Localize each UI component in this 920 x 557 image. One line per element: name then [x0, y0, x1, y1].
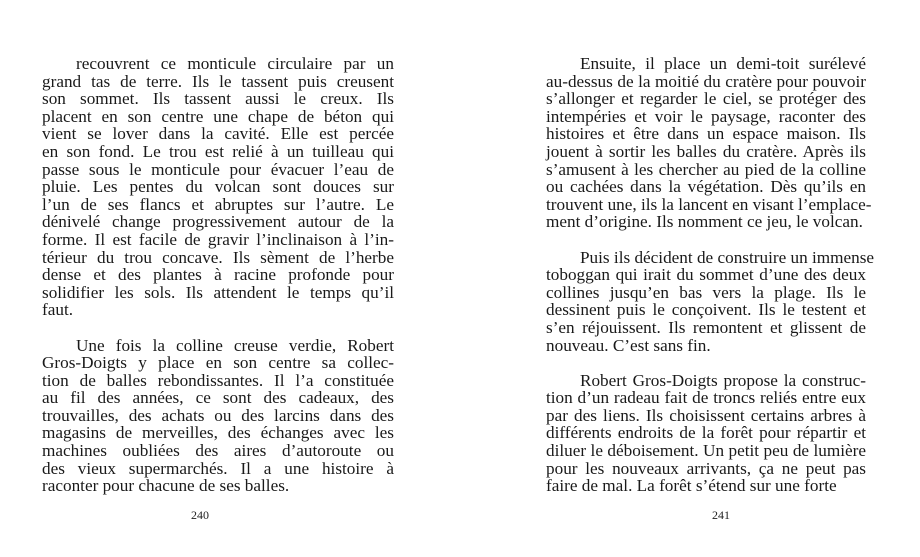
text-line: grand tas de terre. Ils le tassent puis creusent	[42, 71, 394, 91]
text-line: magasins de merveilles, des échanges avec les	[42, 423, 394, 443]
text-line: placent en son centre une chape de béton qui	[42, 106, 394, 126]
text-line: dénivelé change progressivement autour de la	[42, 212, 394, 232]
text-line: s’allonger et regarder le ciel, se protéger des	[546, 89, 866, 109]
text-line: trouvent une, ils la lancent en visant l’emplace-	[546, 194, 872, 214]
text-line: diluer le déboisement. Un petit peu de lumière	[546, 441, 866, 461]
text-line: s’en réjouissent. Ils remontent et glissent de	[546, 317, 866, 337]
text-line: toboggan qui irait du sommet d’une des deux	[546, 265, 866, 285]
paragraph	[546, 54, 872, 232]
text-line: pluie. Les pentes du volcan sont douces sur	[42, 177, 394, 197]
text-line: Une fois la colline creuse verdie, Robert	[76, 335, 394, 355]
text-line: l’un de ses flancs et abruptes sur l’autre. Le	[42, 194, 394, 214]
text-column	[42, 55, 394, 512]
text-line: histoires et être dans un espace maison. Ils	[546, 124, 866, 144]
text-line: térieur du trou concave. Ils sèment de l’herbe	[42, 247, 394, 267]
paragraph	[546, 372, 866, 495]
text-line: dense et des plantes à racine profonde pour	[42, 265, 394, 285]
paragraph	[42, 337, 394, 495]
page-number: 241	[712, 508, 730, 522]
text-line: Ensuite, il place un demi-toit surélevé	[580, 54, 866, 73]
text-line: machines oubliées des aires d’autoroute ou	[42, 441, 394, 461]
text-line: Puis ils décident de construire un immense	[580, 247, 875, 267]
text-line: nouveau. C’est sans fin.	[546, 335, 711, 355]
page-number: 240	[191, 508, 209, 522]
text-line: ou cachées dans la végétation. Dès qu’ils en	[546, 177, 866, 197]
text-line: pour les nouveaux arrivants, ça ne peut pas	[546, 458, 866, 478]
text-line: forme. Il est facile de gravir l’inclinaison à l’in-	[42, 229, 394, 249]
text-line: au fil des années, ce sont des cadeaux, des	[42, 388, 394, 408]
text-line: recouvrent ce monticule circulaire par un	[76, 54, 394, 73]
text-line: faire de mal. La forêt s’étend sur une forte	[546, 476, 837, 496]
text-line: des vieux supermarchés. Il a une histoire à	[42, 458, 394, 478]
text-line: passe sous le monticule pour évacuer l’eau de	[42, 159, 394, 179]
text-line: vient se lover dans la cavité. Elle est percée	[42, 124, 394, 144]
text-line: dessinent puis le conçoivent. Ils le testent et	[546, 300, 866, 320]
text-column	[546, 54, 875, 512]
text-line: faut.	[42, 300, 74, 320]
paragraph	[42, 55, 394, 319]
page-241	[460, 0, 920, 557]
text-line: solidifier les sols. Ils attendent le temps qu’il	[42, 282, 394, 302]
text-line: au-dessus de la moitié du cratère pour pouvoir	[546, 71, 866, 91]
text-line: tion de balles rebondissantes. Il l’a constituée	[42, 370, 394, 390]
text-line: différents endroits de la forêt pour répartir et	[546, 423, 866, 443]
text-line: tion d’un radeau fait de troncs reliés entre eux	[546, 388, 866, 408]
text-line: par des liens. Ils choisissent certains arbres à	[546, 405, 866, 425]
text-line: jouent à sortir les balles du cratère. Après ils	[546, 141, 866, 161]
text-line: raconter pour chacune de ses balles.	[42, 476, 290, 496]
text-line: Gros-Doigts y place en son centre sa collec-	[42, 353, 394, 373]
text-line: trouvailles, des achats ou des larcins dans des	[42, 405, 394, 425]
text-line: intempéries et voir le paysage, raconter des	[546, 106, 866, 126]
text-line: son sommet. Ils tassent aussi le creux. Ils	[42, 89, 394, 109]
text-line: collines jusqu’en bas vers la plage. Ils le	[546, 282, 866, 302]
paragraph	[546, 247, 875, 355]
text-line: ment d’origine. Ils nomment ce jeu, le volcan.	[546, 212, 863, 232]
text-line: en son fond. Le trou est relié à un tuilleau qui	[42, 141, 394, 161]
text-line: s’amusent à les chercher au pied de la colline	[546, 159, 866, 179]
text-line: Robert Gros-Doigts propose la construc-	[580, 370, 866, 390]
